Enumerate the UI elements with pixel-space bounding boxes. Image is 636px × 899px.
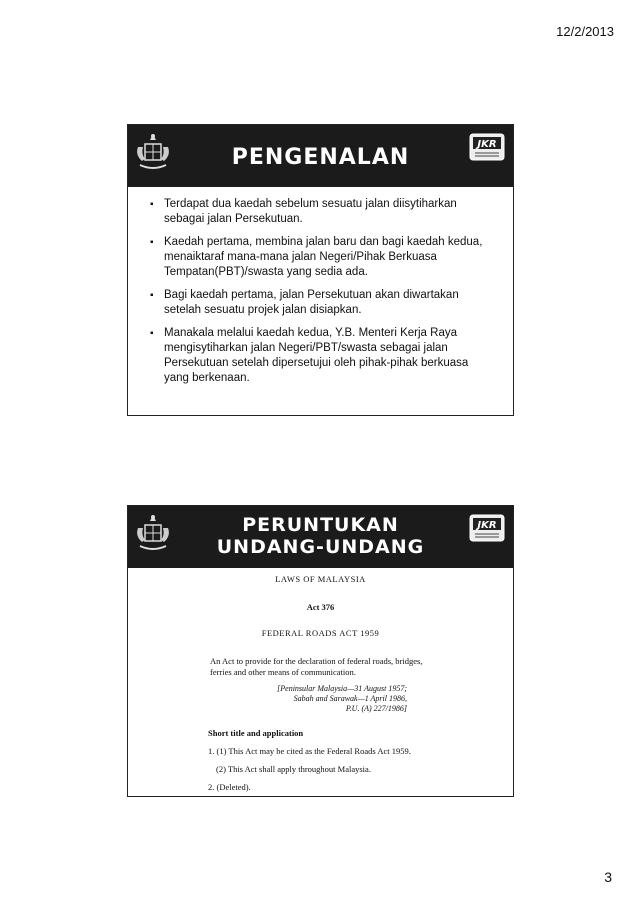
svg-text:JKR: JKR [477, 520, 497, 531]
citation-line: P.U. (A) 227/1986] [345, 704, 407, 713]
act-title: FEDERAL ROADS ACT 1959 [261, 628, 380, 638]
slide-title-line1: PERUNTUKAN [242, 514, 399, 536]
slide-pengenalan [127, 124, 514, 416]
section-line: 2. (Deleted). [208, 782, 251, 792]
bullet-item: ▪ Manakala melalui kaedah kedua, Y.B. Menteri Kerja Raya mengisytiharkan jalan Negeri/PBT/swasta sebagai jalan Persekutuan setelah dipersetujui oleh pihak-pihak berkuasa yang berkenaan. [150, 326, 495, 386]
citation-line: [Peninsular Malaysia—31 August 1957; [277, 684, 407, 693]
slide-title: PENGENALAN [231, 145, 410, 170]
bullet-list [128, 187, 513, 386]
malaysia-crest-icon [132, 512, 174, 554]
act-citation [154, 684, 407, 714]
section-heading: Short title and application [208, 728, 304, 738]
bullet-item: ▪ Terdapat dua kaedah sebelum sesuatu jalan diisytiharkan sebagai jalan Persekutuan. [150, 197, 495, 227]
malaysia-crest-icon [132, 131, 174, 173]
date-label: 12/2/2013 [556, 24, 614, 39]
slide-title-line2: UNDANG-UNDANG [216, 536, 425, 558]
jkr-logo-icon [469, 133, 505, 161]
svg-text:JKR: JKR [477, 139, 497, 150]
act-description: An Act to provide for the declaration of federal roads, bridges, ferries and other means of communication. [210, 656, 423, 677]
laws-heading: LAWS OF MALAYSIA [275, 574, 366, 584]
section-line: 1. (1) This Act may be cited as the Federal Roads Act 1959. [208, 746, 411, 756]
section-line: (2) This Act shall apply throughout Malaysia. [216, 764, 371, 774]
slide-title [188, 514, 453, 558]
slide-header [128, 125, 513, 187]
citation-line: Sabah and Sarawak—1 April 1986, [293, 694, 407, 703]
bullet-item: ▪ Bagi kaedah pertama, jalan Persekutuan akan diwartakan setelah sesuatu projek jalan disiapkan. [150, 288, 495, 318]
page-number: 3 [604, 869, 612, 885]
act-number: Act 376 [306, 602, 335, 612]
slide-peruntukan [127, 505, 514, 797]
jkr-logo-icon [469, 514, 505, 542]
slide-header [128, 506, 513, 568]
act-excerpt [128, 574, 513, 792]
bullet-item: ▪ Kaedah pertama, membina jalan baru dan bagi kaedah kedua, menaiktaraf mana-mana jalan Negeri/Pihak Berkuasa Tempatan(PBT)/swasta yang sedia ada. [150, 235, 495, 280]
